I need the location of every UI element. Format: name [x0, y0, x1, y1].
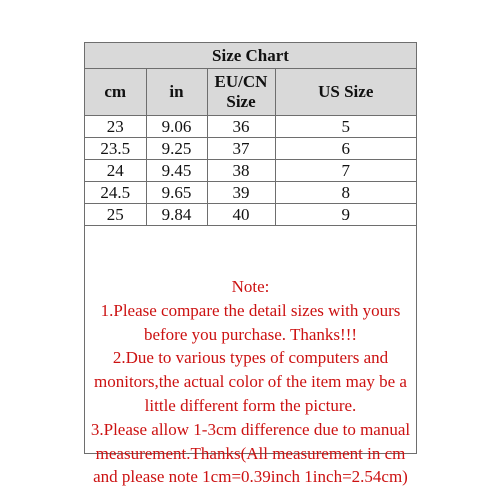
header-cm: cm: [85, 69, 146, 116]
table-row: [85, 138, 416, 160]
note-item-measurement-tolerance: 3.Please allow 1-3cm difference due to manual measurement.Thanks(All measurement in cm and please note 1cm=0.39inch 1inch=2.54cm): [90, 419, 411, 487]
cell-cm: 24.5: [85, 182, 146, 204]
cell-cm: 25: [85, 204, 146, 226]
cell-in: 9.25: [146, 138, 207, 160]
table-row: [85, 116, 416, 138]
note-title: Note:: [231, 277, 270, 296]
size-chart: [84, 42, 417, 487]
cell-eu-cn: 36: [207, 116, 275, 138]
note-item-compare-sizes: 1.Please compare the detail sizes with yours before you purchase. Thanks!!!: [100, 300, 401, 344]
cell-us: 8: [275, 182, 416, 204]
cell-cm: 23.5: [85, 138, 146, 160]
cell-eu-cn: 39: [207, 182, 275, 204]
header-us-size: US Size: [275, 69, 416, 116]
size-table: [85, 69, 416, 226]
cell-us: 7: [275, 160, 416, 182]
note-item-color-difference: 2.Due to various types of computers and monitors,the actual color of the item may be a little different form the picture.: [94, 348, 407, 415]
cell-cm: 23: [85, 116, 146, 138]
cell-in: 9.45: [146, 160, 207, 182]
note-section: [85, 271, 416, 489]
cell-us: 9: [275, 204, 416, 226]
header-eu-cn-size: EU/CN Size: [207, 69, 275, 116]
cell-eu-cn: 37: [207, 138, 275, 160]
table-row: [85, 160, 416, 182]
table-row: [85, 204, 416, 226]
cell-in: 9.84: [146, 204, 207, 226]
table-row: [85, 182, 416, 204]
size-chart-title: Size Chart: [85, 43, 416, 69]
cell-us: 6: [275, 138, 416, 160]
table-header-row: [85, 69, 416, 116]
header-in: in: [146, 69, 207, 116]
cell-eu-cn: 38: [207, 160, 275, 182]
cell-cm: 24: [85, 160, 146, 182]
cell-eu-cn: 40: [207, 204, 275, 226]
cell-us: 5: [275, 116, 416, 138]
cell-in: 9.06: [146, 116, 207, 138]
cell-in: 9.65: [146, 182, 207, 204]
